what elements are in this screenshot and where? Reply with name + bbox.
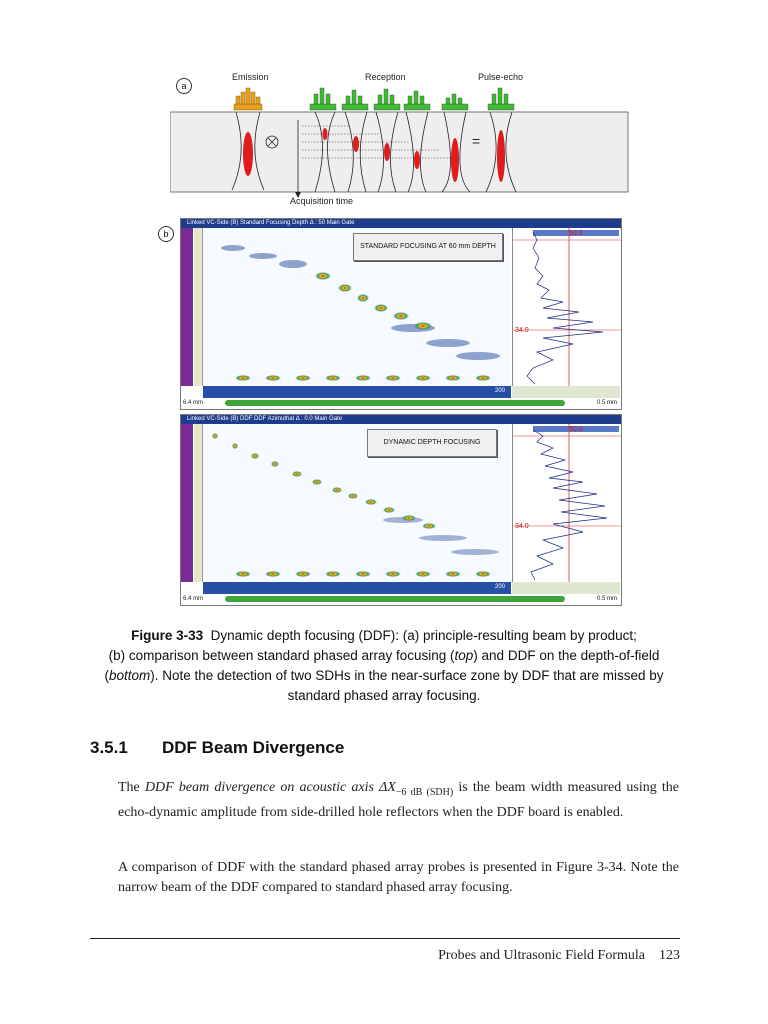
figure-caption: Figure 3-33 Dynamic depth focusing (DDF): (a) principle-resulting beam by product; (b) comparison between standard phased array focusing (top) and DDF on the depth-of-field (bottom). Note the detection of two SDHs in the near-surface zone by DDF that are missed by standard phased array focusing. xyxy=(104,628,664,703)
page-number: 123 xyxy=(659,948,680,963)
figure-b-label: b xyxy=(158,226,174,242)
ascan-profile xyxy=(512,424,621,582)
panel-status: 6.4 mm 200 0.5 mm xyxy=(183,388,617,406)
section-heading xyxy=(90,738,344,758)
reception-label: Reception xyxy=(365,72,406,82)
scroll-bar[interactable] xyxy=(225,400,565,406)
index-scale xyxy=(203,386,511,398)
caption-line-1: Dynamic depth focusing (DDF): (a) principle-resulting beam by product; xyxy=(210,628,637,643)
emission-label: Emission xyxy=(232,72,269,82)
caption-bottom-word: bottom xyxy=(108,668,151,683)
section-title: DDF Beam Divergence xyxy=(162,738,345,757)
ddf-panel xyxy=(180,414,622,606)
standard-focusing-callout: STANDARD FOCUSING AT 60 mm DEPTH xyxy=(353,233,503,261)
panel-status: 6.4 mm 200 0.5 mm xyxy=(183,584,617,602)
ddf-term: DDF beam divergence on acoustic axis xyxy=(144,780,374,795)
standard-focusing-panel xyxy=(180,218,622,410)
ddf-callout: DYNAMIC DEPTH FOCUSING xyxy=(367,429,497,457)
ascan-profile xyxy=(512,228,621,386)
acquisition-time-label: Acquisition time xyxy=(290,196,354,206)
caption-label: Figure 3-33 xyxy=(131,628,204,643)
emission-probe xyxy=(234,88,262,110)
panel-title: Linked VC-Side (B) DDF DDF Azimuthal Δ : 0.0 Main Gate xyxy=(181,415,621,424)
amplitude-scale xyxy=(512,386,620,398)
index-scale xyxy=(203,582,511,594)
paragraph-2: A comparison of DDF with the standard phased array probes is presented in Figure 3-34. Note the narrow beam of the DDF compared to standard phased array focusing. xyxy=(118,860,679,895)
depth-axis xyxy=(181,228,193,386)
beam-principle-diagram xyxy=(170,64,630,214)
scroll-bar[interactable] xyxy=(225,596,565,602)
equals-sign: = xyxy=(472,133,481,149)
delta-x-subscript: −6 dB (SDH) xyxy=(395,786,454,798)
page-footer xyxy=(90,948,680,964)
pulse-echo-label: Pulse-echo xyxy=(478,72,524,82)
running-title: Probes and Ultrasonic Field Formula xyxy=(438,948,645,963)
delta-x-symbol: ΔX xyxy=(379,780,396,795)
footer-rule xyxy=(90,938,680,939)
figure-a xyxy=(170,64,630,214)
section-number: 3.5.1 xyxy=(90,738,128,757)
panel-title: Linked VC-Side (B) Standard Focusing Depth Δ : 50 Main Gate xyxy=(181,219,621,228)
depth-mid-label: 34.0 xyxy=(515,523,529,530)
depth-mid-label: 34.0 xyxy=(515,327,529,334)
depth-axis xyxy=(181,424,193,582)
depth-ruler xyxy=(194,424,203,582)
depth-top-label: 50.0 xyxy=(569,230,583,237)
caption-top-word: top xyxy=(454,648,474,663)
depth-ruler xyxy=(194,228,203,386)
paragraph-1: The DDF beam divergence on acoustic axis $\Delta X_{-6 dB (SDH)}$ is the beam width measured using the echo-dynamic amplitude from side-drilled hole reflectors when the DDF board is enabled. xyxy=(118,780,680,820)
depth-top-label: 50.0 xyxy=(569,426,583,433)
figure-a-label: a xyxy=(176,78,192,94)
amplitude-scale xyxy=(512,582,620,594)
